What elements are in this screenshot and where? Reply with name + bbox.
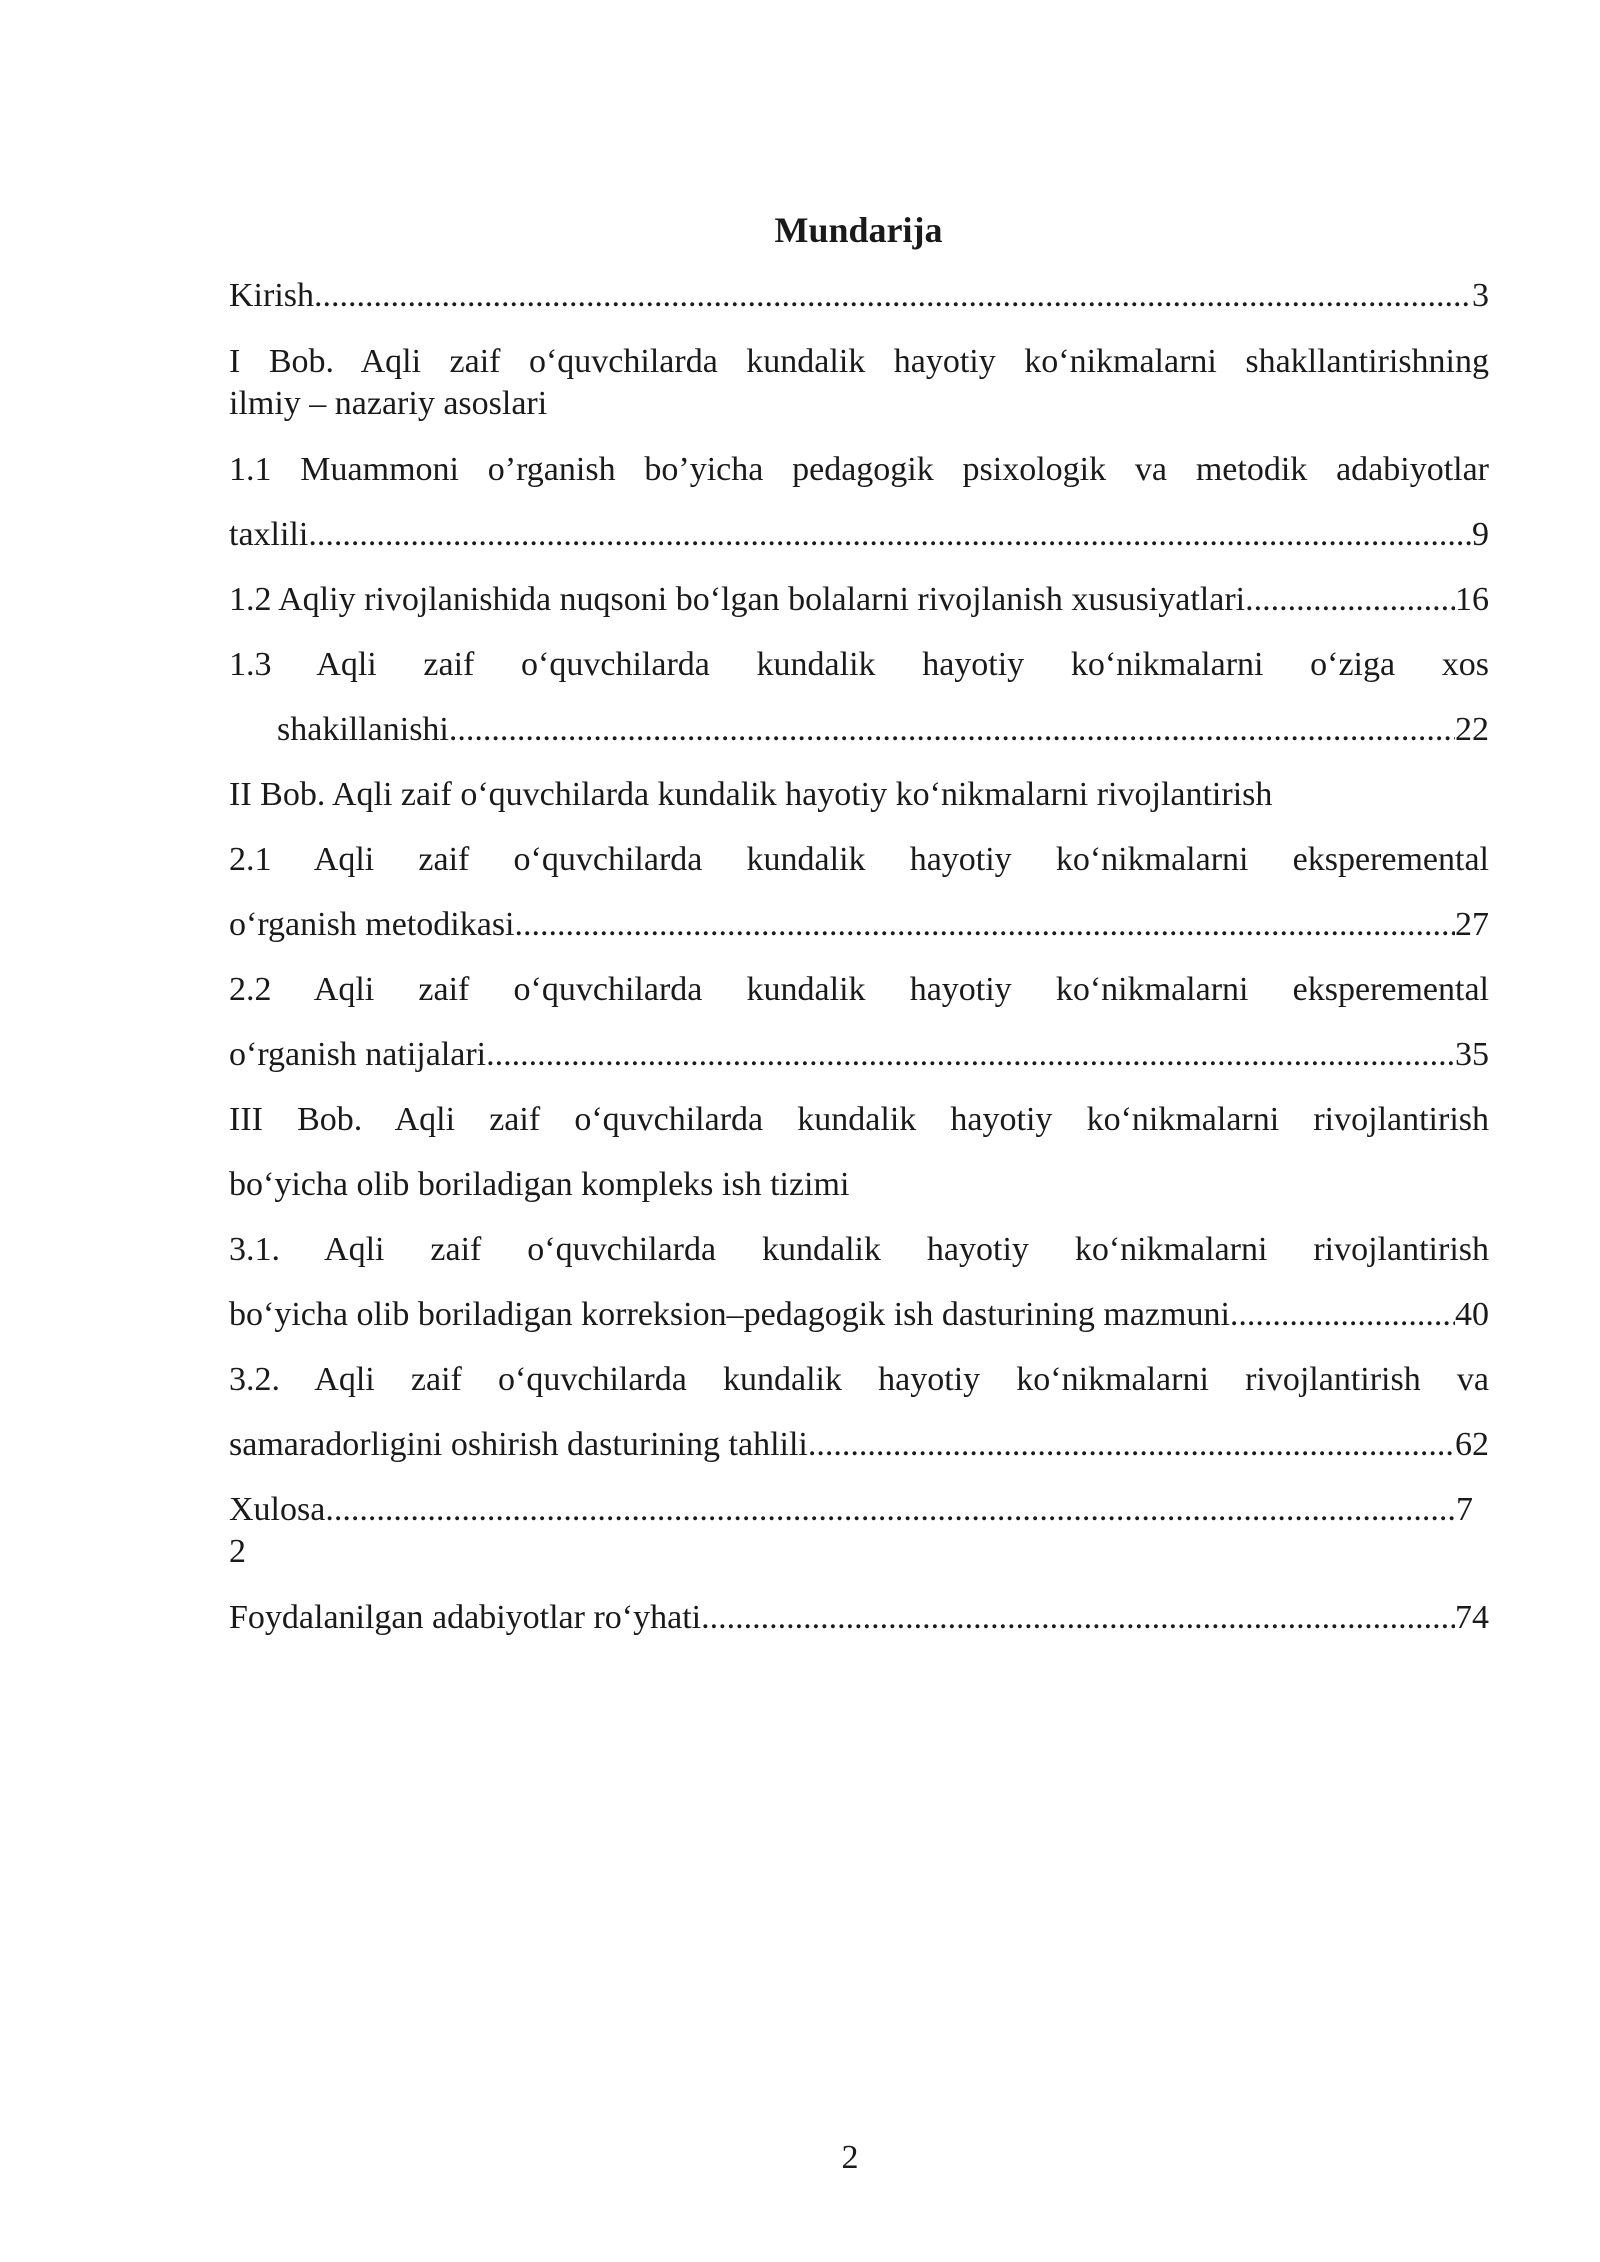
toc-chapter-1-line-2: ilmiy – nazariy asoslari: [229, 385, 548, 422]
toc-entry-text: Xulosa: [229, 1491, 326, 1528]
toc-page-number: 16: [1455, 581, 1489, 618]
toc-page-number: 62: [1455, 1426, 1489, 1463]
toc-entry-text: shakillanishi: [277, 711, 449, 748]
toc-page-number: 74: [1455, 1599, 1489, 1636]
toc-entry-text: 1.2 Aqliy rivojlanishida nuqsoni bo‘lgan bolalarni rivojlanish xususiyatlari: [229, 581, 1246, 618]
toc-leader-dots: [515, 899, 1456, 951]
page-title: Mundarija: [774, 210, 943, 250]
toc-entry-text: bo‘yicha olib boriladigan korreksion–pedagogik ish dasturining mazmuni: [229, 1296, 1230, 1333]
toc-page-number: 9: [1472, 516, 1489, 553]
toc-page-number: 27: [1455, 906, 1489, 943]
toc-section-2-1: [229, 899, 1489, 951]
toc-section-1-2: [229, 574, 1489, 626]
toc-section-1-3-line-1: 1.3 Aqli zaif o‘quvchilarda kundalik hayotiy ko‘nikmalarni o‘ziga xos: [229, 646, 1489, 683]
toc-leader-dots: [308, 509, 1472, 561]
toc-leader-dots: [808, 1419, 1455, 1471]
toc-entry-text: o‘rganish natijalari: [229, 1036, 487, 1073]
toc-chapter-2: II Bob. Aqli zaif o‘quvchilarda kundalik hayotiy ko‘nikmalarni rivojlantirish: [229, 776, 1273, 813]
toc-entry-text: taxlili: [229, 516, 309, 553]
toc-leader-dots: [1245, 574, 1455, 626]
toc-leader-dots: [449, 704, 1455, 756]
toc-section-3-1-line-1: 3.1. Aqli zaif o‘quvchilarda kundalik hayotiy ko‘nikmalarni rivojlantirish: [229, 1231, 1489, 1268]
toc-page-number: 35: [1455, 1036, 1489, 1073]
toc-entry-kirish: [229, 270, 1489, 322]
toc-page-number: 22: [1455, 711, 1489, 748]
page-number: 2: [841, 2139, 859, 2176]
toc-leader-dots: [1230, 1289, 1455, 1341]
toc-entry-text: o‘rganish metodikasi: [229, 906, 515, 943]
toc-page-number: 40: [1455, 1296, 1489, 1333]
toc-entry-text: Kirish: [229, 277, 314, 314]
toc-entry-text: Foydalanilgan adabiyotlar ro‘yhati: [229, 1599, 702, 1636]
toc-page-number: 3: [1472, 277, 1489, 314]
toc-leader-dots: [486, 1029, 1455, 1081]
toc-entry-xulosa-page-wrap: 2: [229, 1533, 246, 1570]
toc-section-2-1-line-1: 2.1 Aqli zaif o‘quvchilarda kundalik hayotiy ko‘nikmalarni eksperemental: [229, 841, 1489, 878]
toc-section-1-1: [229, 509, 1489, 561]
toc-section-2-2: [229, 1029, 1489, 1081]
toc-section-3-2-line-1: 3.2. Aqli zaif o‘quvchilarda kundalik hayotiy ko‘nikmalarni rivojlantirish va: [229, 1361, 1489, 1398]
toc-chapter-3-line-2: bo‘yicha olib boriladigan kompleks ish tizimi: [229, 1166, 850, 1203]
toc-section-1-1-line-1: 1.1 Muammoni o’rganish bo’yicha pedagogik psixologik va metodik adabiyotlar: [229, 451, 1489, 488]
toc-section-1-3: [277, 704, 1489, 756]
toc-page-number: 7: [1456, 1491, 1473, 1528]
toc-section-2-2-line-1: 2.2 Aqli zaif o‘quvchilarda kundalik hayotiy ko‘nikmalarni eksperemental: [229, 971, 1489, 1008]
toc-leader-dots: [701, 1592, 1455, 1644]
toc-chapter-3-line-1: III Bob. Aqli zaif o‘quvchilarda kundalik hayotiy ko‘nikmalarni rivojlantirish: [229, 1101, 1489, 1138]
toc-chapter-1-line-1: I Bob. Aqli zaif o‘quvchilarda kundalik hayotiy ko‘nikmalarni shakllantirishning: [229, 343, 1489, 380]
toc-leader-dots: [314, 270, 1472, 322]
toc-entry-text: samaradorligini oshirish dasturining tahlili: [229, 1426, 808, 1463]
toc-section-3-2: [229, 1419, 1489, 1471]
toc-section-3-1: [229, 1289, 1489, 1341]
toc-entry-references: [229, 1592, 1489, 1644]
